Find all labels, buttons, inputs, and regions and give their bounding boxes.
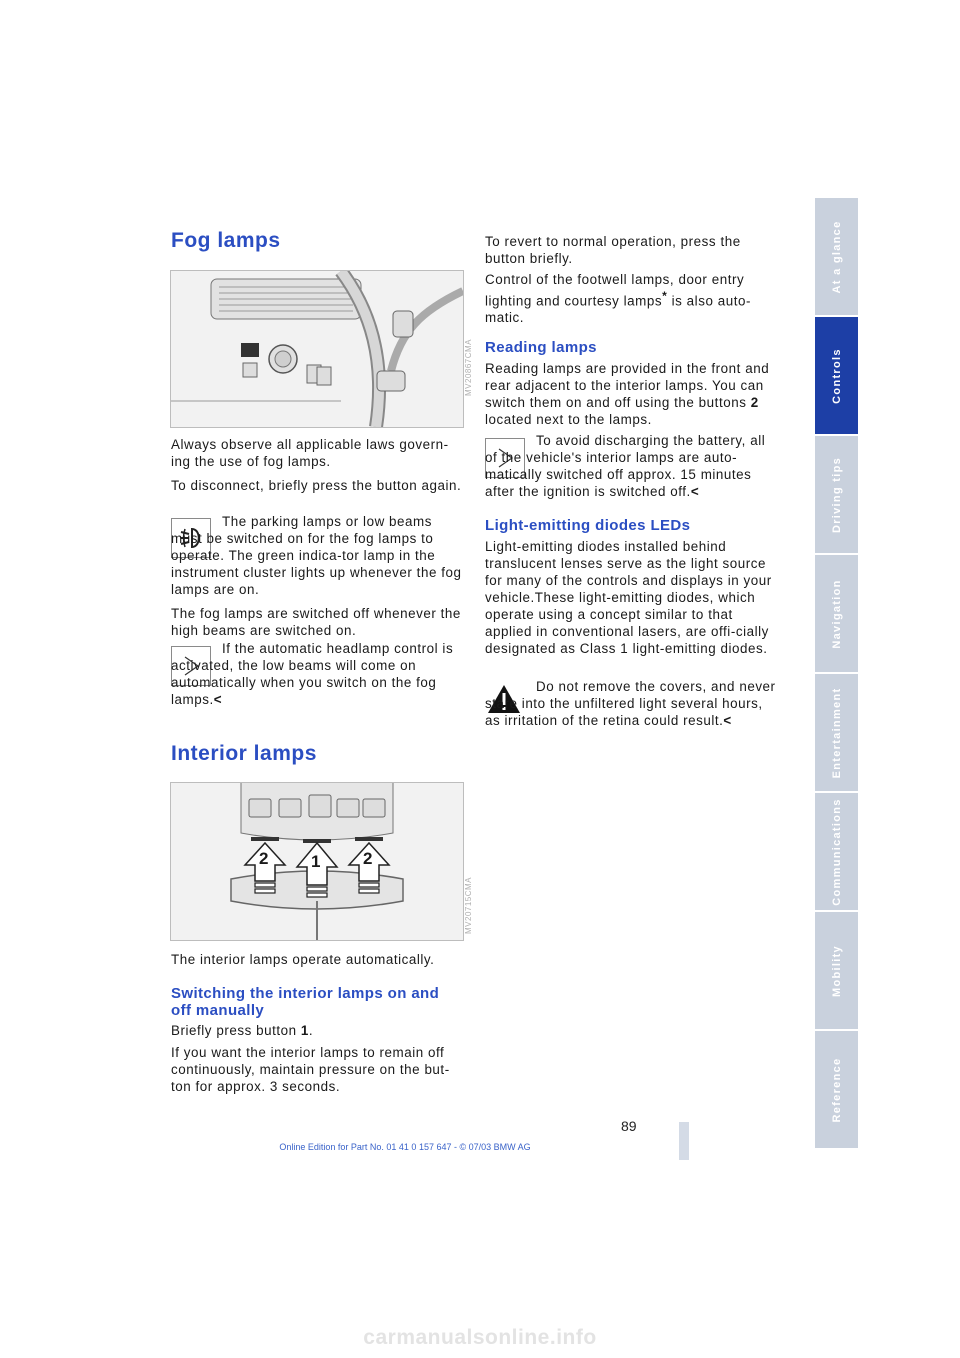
tab-communications[interactable]: Communications <box>815 793 858 912</box>
battery-note: To avoid discharging the battery, all of the vehicle's interior lamps are auto-matically switched off approx. 15 minutes after the ignition is switched off.< <box>485 433 766 499</box>
fog-note-2: If the automatic headlamp control is activated, the low beams will come on automatically when you switch on the fog lamps.< <box>171 641 454 707</box>
figure-label-2-left: 2 <box>259 849 269 868</box>
page-number: 89 <box>621 1118 637 1134</box>
tab-controls[interactable]: Controls <box>815 317 858 436</box>
interior-paragraph-2: Briefly press button 1. <box>171 1023 314 1038</box>
tab-at-a-glance[interactable]: At a glance <box>815 198 858 317</box>
switching-lamps-heading: Switching the interior lamps on and off manually <box>171 985 440 1019</box>
tab-driving-tips[interactable]: Driving tips <box>815 436 858 555</box>
interior-paragraph-1: The interior lamps operate automatically. <box>171 952 435 967</box>
interior-lamps-figure <box>170 782 464 941</box>
page-marker-bar <box>679 1122 689 1160</box>
interior-paragraph-3: If you want the interior lamps to remain off continuously, maintain pressure on the but-ton for approx. 3 seconds. <box>171 1045 450 1094</box>
fog-paragraph-1: Always observe all applicable laws govern-ing the use of fog lamps. <box>171 437 449 469</box>
tab-mobility[interactable]: Mobility <box>815 912 858 1031</box>
figure-code: MV20715CMA <box>464 876 473 934</box>
tab-entertainment[interactable]: Entertainment <box>815 674 858 793</box>
watermark: carmanualsonline.info <box>363 1326 597 1349</box>
tab-reference[interactable]: Reference <box>815 1031 858 1150</box>
reading-lamps-heading: Reading lamps <box>485 339 597 356</box>
dashboard-illustration <box>171 271 463 427</box>
footer-edition: Online Edition for Part No. 01 41 0 157 647 - © 07/03 BMW AG <box>279 1142 531 1152</box>
tab-navigation[interactable]: Navigation <box>815 555 858 674</box>
fog-note-1: The parking lamps or low beams must be switched on for the fog lamps to operate. The green indica-tor lamp in the instrument cluster lights up whenever the fog lamps are on. <box>171 514 462 597</box>
revert-paragraph: To revert to normal operation, press the button briefly. <box>485 234 741 266</box>
fog-lamp-switch-figure <box>170 270 464 428</box>
interior-lamps-heading: Interior lamps <box>171 742 317 765</box>
footwell-paragraph: Control of the footwell lamps, door entry lighting and courtesy lamps* is also auto-matic. <box>485 272 751 326</box>
led-paragraph: Light-emitting diodes installed behind translucent lenses serve as the light source for many of the controls and displays in your vehicle.These light-emitting diodes, which operate using a concept similar to that applied in conventional lasers, are offi-cially designated as Class 1 light-emitting diodes. <box>485 539 772 656</box>
led-warning: Do not remove the covers, and never stare into the unfiltered light several hours, as irritation of the retina could result.< <box>485 679 776 728</box>
fog-lamps-heading: Fog lamps <box>171 229 281 252</box>
reading-paragraph: Reading lamps are provided in the front and rear adjacent to the interior lamps. You can switch them on and off using the buttons 2 located next to the lamps. <box>485 361 770 427</box>
figure-label-2-right: 2 <box>363 849 373 868</box>
fog-paragraph-2: To disconnect, briefly press the button again. <box>171 478 462 493</box>
figure-code: MV20867CMA <box>464 338 473 396</box>
fog-paragraph-3: The fog lamps are switched off whenever the high beams are switched on. <box>171 606 461 638</box>
chapter-tabs <box>815 198 858 1150</box>
figure-label-1: 1 <box>311 852 321 871</box>
led-heading: Light-emitting diodes LEDs <box>485 517 691 534</box>
